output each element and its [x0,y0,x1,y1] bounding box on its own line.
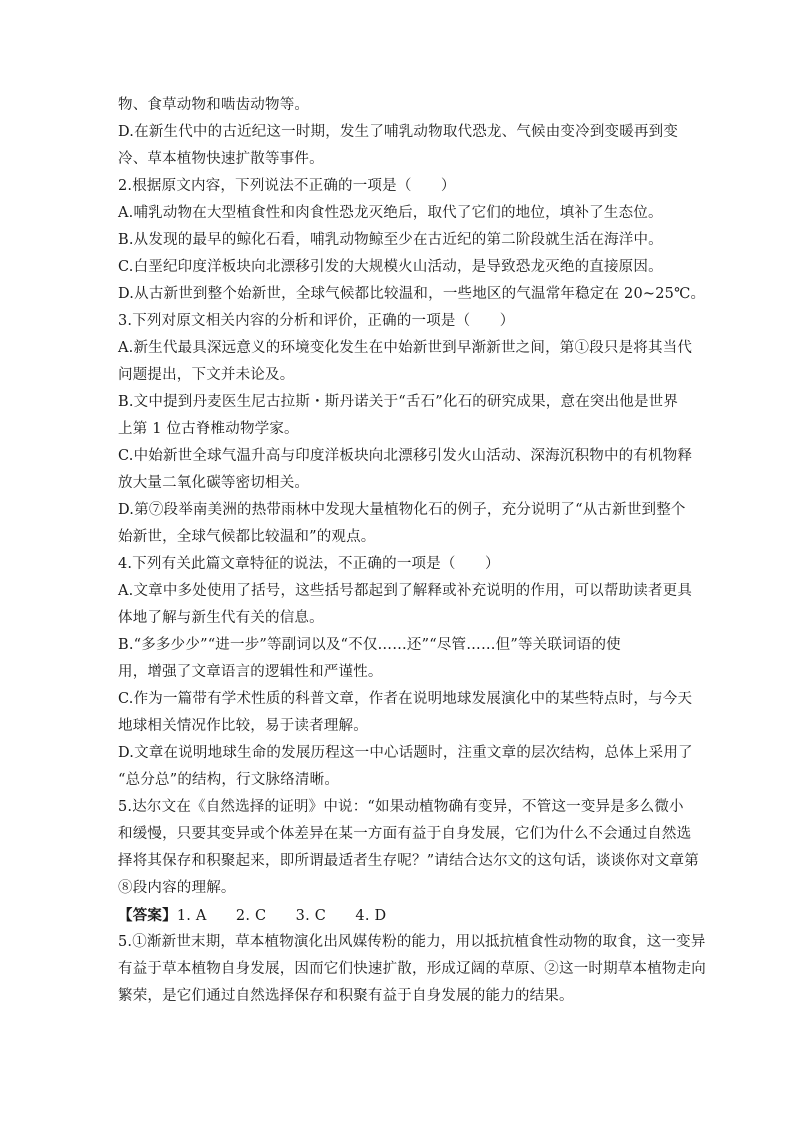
option-a-q4: A.文章中多处使用了括号，这些括号都起到了解释或补充说明的作用，可以帮助读者更具 [118,583,693,599]
option-d-q2: D.从古新世到整个始新世，全球气候都比较温和，一些地区的气温常年稳定在 20~25℃。 [118,286,706,302]
text-line: 择将其保存和积聚起来，即所谓最适者生存呢？”请结合达尔文的这句话，谈谈你对文章第 [118,853,699,869]
answer-label: 【答案】 [118,907,177,924]
option-b-q2: B.从发现的最早的鲸化石看，哺乳动物鲸至少在古近纪的第二阶段就生活在海洋中。 [118,232,663,248]
text-line: 地球相关情况作比较，易于读者理解。 [118,718,368,734]
answer-5-line: 繁荣，是它们通过自然选择保存和积聚有益于自身发展的能力的结果。 [118,988,574,1004]
text-line: ⑧段内容的理解。 [118,880,236,896]
answer-row [118,902,678,929]
document-page [118,92,706,1010]
text-line: “总分总”的结构，行文脉络清晰。 [118,772,340,788]
option-b-q3: B.文中提到丹麦医生尼古拉斯・斯丹诺关于“舌石”化石的研究成果，意在突出他是世界 [118,394,679,410]
option-b-q4: B.“多多少少”“进一步”等副词以及“不仅……还”“尽管……但”等关联词语的使 [118,637,621,653]
question-2: 2.根据原文内容，下列说法不正确的一项是（ ） [118,178,456,194]
text-line: 和缓慢，只要其变异或个体差异在某一方面有益于自身发展，它们为什么不会通过自然选 [118,826,692,842]
text-line: 上第 1 位古脊椎动物学家。 [118,421,299,437]
option-a-q3: A.新生代最具深远意义的环境变化发生在中始新世到早渐新世之间，第①段只是将其当代 [118,340,693,356]
option-a-q2: A.哺乳动物在大型植食性和肉食性恐龙灭绝后，取代了它们的地位，填补了生态位。 [118,205,663,221]
text-line: 始新世，全球气候都比较温和”的观点。 [118,529,376,545]
option-c-q4: C.作为一篇带有学术性质的科普文章，作者在说明地球发展演化中的某些特点时，与今天 [118,691,693,707]
text-line: 体地了解与新生代有关的信息。 [118,610,324,626]
text-line: 放大量二氧化碳等密切相关。 [118,475,310,491]
answer-key: 1. A 2. C 3. C 4. D [176,908,387,924]
text-line: 问题提出，下文并未论及。 [118,367,295,383]
question-3: 3.下列对原文相关内容的分析和评价，正确的一项是（ ） [118,313,515,329]
question-5: 5.达尔文在《自然选择的证明》中说：“如果动植物确有变异，不管这一变异是多么微小 [118,799,684,815]
answer-5-line: 5.①渐新世末期，草本植物演化出风媒传粉的能力，用以抵抗植食性动物的取食，这一变异 [118,934,706,950]
option-c-q3: C.中始新世全球气温升高与印度洋板块向北漂移引发火山活动、深海沉积物中的有机物释 [118,448,693,464]
text-line: 冷、草本植物快速扩散等事件。 [118,151,324,167]
option-d-q1: D.在新生代中的古近纪这一时期，发生了哺乳动物取代恐龙、气候由变冷到变暖再到变 [118,124,679,140]
answer-5-line: 有益于草本植物自身发展，因而它们快速扩散，形成辽阔的草原、②这一时期草本植物走向 [118,961,706,977]
question-4: 4.下列有关此篇文章特征的说法，不正确的一项是（ ） [118,556,500,572]
option-d-q4: D.文章在说明地球生命的发展历程这一中心话题时，注重文章的层次结构，总体上采用了 [118,745,693,761]
option-d-q3: D.第⑦段举南美洲的热带雨林中发现大量植物化石的例子，充分说明了“从古新世到整个 [118,502,686,518]
text-line: 物、食草动物和啮齿动物等。 [118,97,310,113]
option-c-q2: C.白垩纪印度洋板块向北漂移引发的大规模火山活动，是导致恐龙灭绝的直接原因。 [118,259,663,275]
text-line: 用，增强了文章语言的逻辑性和严谨性。 [118,664,383,680]
